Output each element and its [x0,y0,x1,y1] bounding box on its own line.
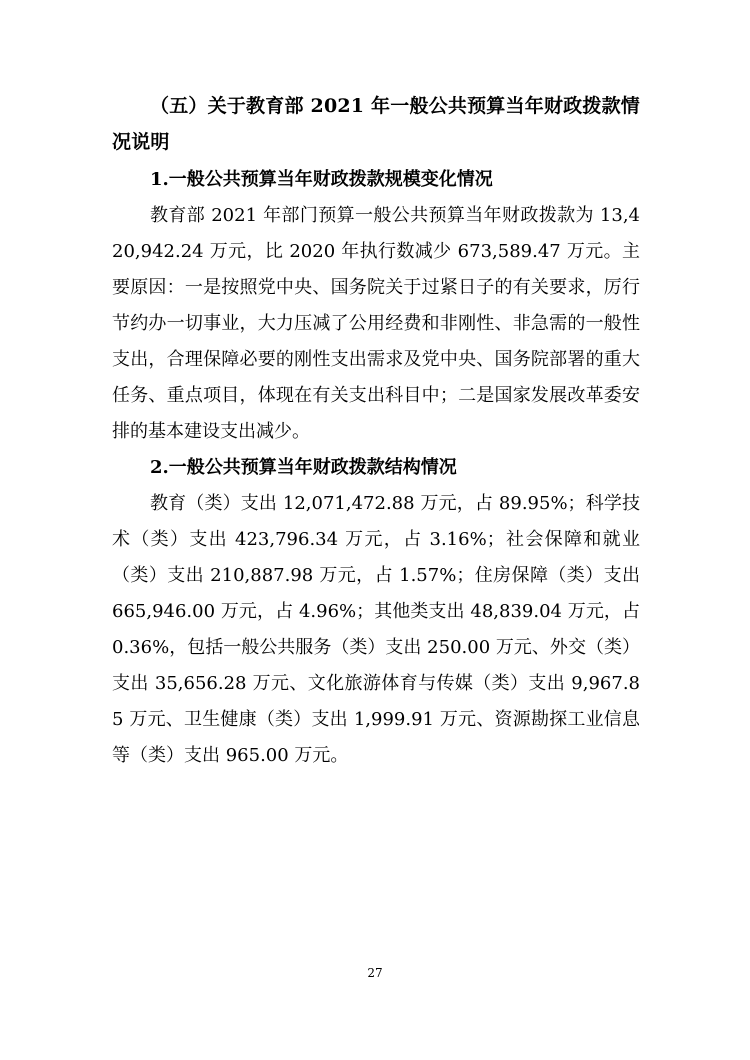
page-number: 27 [367,966,383,980]
subsection-2-heading: 2.一般公共预算当年财政拨款结构情况 [150,457,457,478]
page-content [112,88,640,774]
subsection-1-heading: 1.一般公共预算当年财政拨款规模变化情况 [150,169,493,190]
paragraph-2: 教育（类）支出 12,071,472.88 万元，占 89.95%；科学技术（类）支出 423,796.34 万元，占 3.16%；社会保障和就业（类）支出 210,887.98 万元，占 1.57%；住房保障（类）支出 665,946.00 万元，占 4.96%；其他类支出 48,839.04 万元，占 0.36%，包括一般公共服务（类）支出 250.00 万元、外交（类）支出 35,656.28 万元、文化旅游体育与传媒（类）支出 9,967.85 万元、卫生健康（类）支出 1,999.91 万元、资源勘探工业信息等（类）支出 965.00 万元。 [112,493,640,766]
section-heading: （五）关于教育部 2021 年一般公共预算当年财政拨款情况说明 [112,95,640,153]
paragraph-1: 教育部 2021 年部门预算一般公共预算当年财政拨款为 13,420,942.24 万元，比 2020 年执行数减少 673,589.47 万元。主要原因：一是按照党中央、国务院关于过紧日子的有关要求，厉行节约办一切事业，大力压减了公用经费和非刚性、非急需的一般性支出，合理保障必要的刚性支出需求及党中央、国务院部署的重大任务、重点项目，体现在有关支出科目中；二是国家发展改革委安排的基本建设支出减少。 [112,205,640,442]
